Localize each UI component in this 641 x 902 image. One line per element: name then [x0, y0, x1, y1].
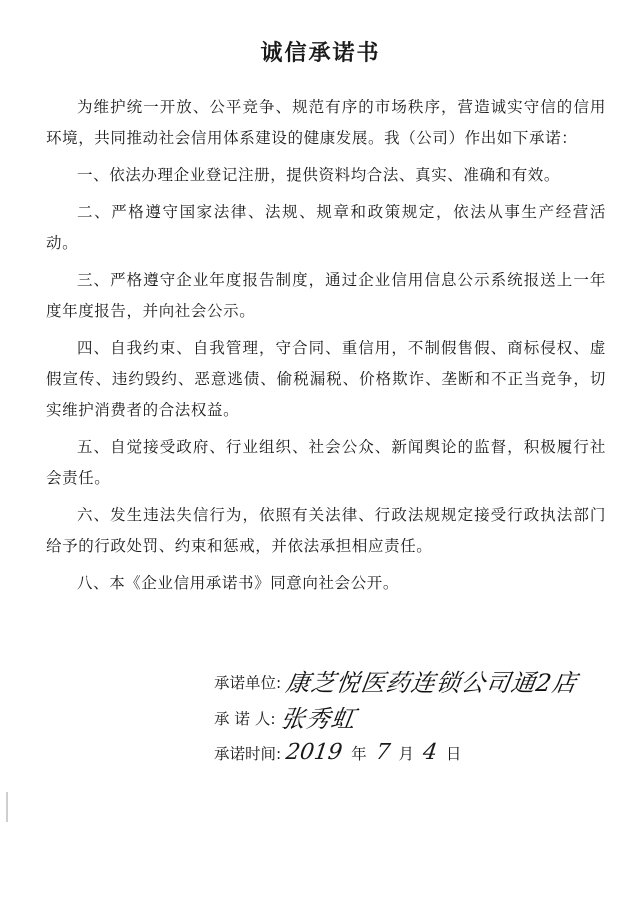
signature-person-label: 承 诺 人:: [214, 710, 276, 728]
signature-day: 4: [421, 740, 439, 765]
signature-unit-label: 承诺单位:: [214, 674, 282, 692]
scan-edge-mark: [6, 792, 8, 822]
signature-month: 7: [373, 740, 392, 765]
signature-person-handwriting: 张秀虹: [278, 705, 358, 733]
signature-month-unit: 月: [398, 745, 415, 763]
paragraph-2: 二、严格遵守国家法律、法规、规章和政策规定，依法从事生产经营活动。: [46, 203, 606, 252]
document-title: 诚信承诺书: [260, 40, 381, 66]
paragraph-5: 五、自觉接受政府、行业组织、社会公众、新闻舆论的监督，积极履行社会责任。: [46, 438, 606, 487]
signature-day-unit: 日: [445, 745, 462, 763]
signature-date-row: [214, 738, 465, 768]
signature-person-row: [214, 704, 356, 734]
signature-unit-row: [214, 668, 580, 698]
paragraph-4: 四、自我约束、自我管理，守合同、重信用，不制假售假、商标侵权、虚假宣传、违约毁约、恶意逃债、偷税漏税、价格欺诈、垄断和不正当竞争，切实维护消费者的合法权益。: [46, 339, 606, 419]
paragraph-intro: 为维护统一开放、公平竞争、规范有序的市场秩序，营造诚实守信的信用环境，共同推动社会信用体系建设的健康发展。我（公司）作出如下承诺：: [46, 98, 606, 147]
paragraph-6: 六、发生违法失信行为，依照有关法律、行政法规规定接受行政执法部门给予的行政处罚、约束和惩戒，并依法承担相应责任。: [46, 506, 606, 555]
signature-time-label: 承诺时间:: [214, 745, 282, 763]
paragraph-1: 一、依法办理企业登记注册，提供资料均合法、真实、准确和有效。: [77, 166, 561, 184]
signature-year-unit: 年: [351, 745, 367, 763]
document-body: [46, 92, 606, 605]
paragraph-8: 八、本《企业信用承诺书》同意向社会公开。: [77, 574, 400, 592]
signature-year: 2019: [284, 740, 344, 765]
signature-unit-handwriting: 康芝悦医药连锁公司通2店: [284, 669, 580, 697]
paragraph-3: 三、严格遵守企业年度报告制度，通过企业信用信息公示系统报送上一年度年度报告，并向社会公示。: [46, 271, 606, 320]
